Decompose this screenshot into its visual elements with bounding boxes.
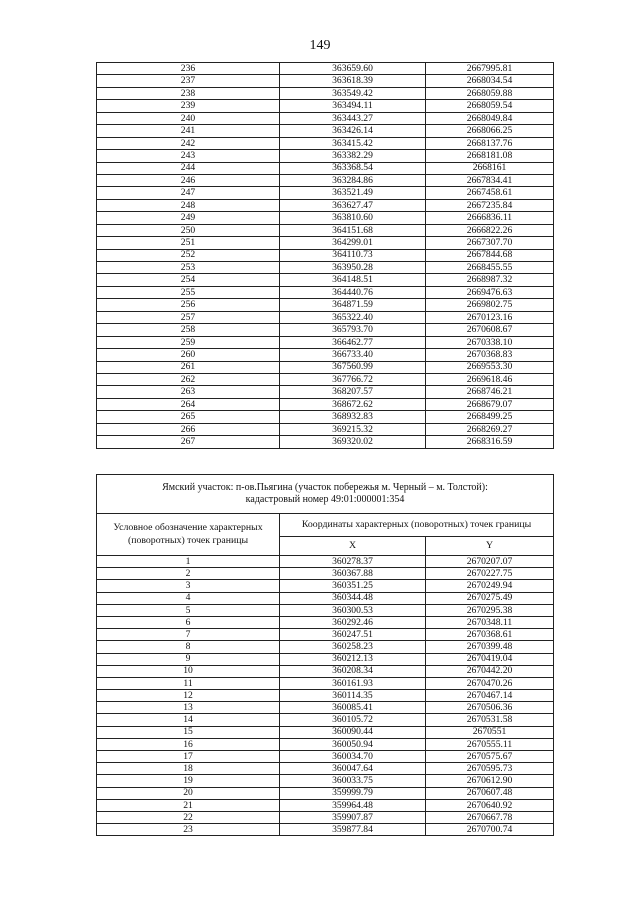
table-row bbox=[97, 349, 554, 361]
coord-x: 360278.37 bbox=[280, 556, 426, 568]
point-number: 263 bbox=[97, 386, 280, 398]
table-row bbox=[97, 665, 554, 677]
table-row bbox=[97, 174, 554, 186]
point-number: 252 bbox=[97, 249, 280, 261]
coord-y: 2667834.41 bbox=[426, 174, 554, 186]
coord-x: 360292.46 bbox=[280, 616, 426, 628]
point-number: 241 bbox=[97, 125, 280, 137]
table-row bbox=[97, 604, 554, 616]
table-row bbox=[97, 75, 554, 87]
coord-x: 363426.14 bbox=[280, 125, 426, 137]
point-number: 236 bbox=[97, 63, 280, 75]
header-x: X bbox=[280, 537, 426, 556]
coord-y: 2668049.84 bbox=[426, 112, 554, 124]
point-number: 253 bbox=[97, 262, 280, 274]
table-row bbox=[97, 162, 554, 174]
coord-y: 2670368.61 bbox=[426, 629, 554, 641]
coord-x: 363618.39 bbox=[280, 75, 426, 87]
coord-y: 2668181.08 bbox=[426, 150, 554, 162]
table-row bbox=[97, 274, 554, 286]
table-row bbox=[97, 386, 554, 398]
table-row bbox=[97, 738, 554, 750]
coord-y: 2670595.73 bbox=[426, 763, 554, 775]
coord-x: 363659.60 bbox=[280, 63, 426, 75]
coord-y: 2666822.26 bbox=[426, 224, 554, 236]
point-number: 247 bbox=[97, 187, 280, 199]
coord-x: 365322.40 bbox=[280, 311, 426, 323]
table-row bbox=[97, 299, 554, 311]
coord-x: 359964.48 bbox=[280, 799, 426, 811]
point-number: 6 bbox=[97, 616, 280, 628]
coord-y: 2670506.36 bbox=[426, 702, 554, 714]
table-row bbox=[97, 361, 554, 373]
coord-y: 2670442.20 bbox=[426, 665, 554, 677]
point-number: 10 bbox=[97, 665, 280, 677]
coord-y: 2668746.21 bbox=[426, 386, 554, 398]
coord-x: 360034.70 bbox=[280, 751, 426, 763]
point-number: 267 bbox=[97, 436, 280, 448]
point-number: 2 bbox=[97, 568, 280, 580]
coord-y: 2670470.26 bbox=[426, 677, 554, 689]
coord-y: 2670531.58 bbox=[426, 714, 554, 726]
table-row bbox=[97, 324, 554, 336]
coord-y: 2670607.48 bbox=[426, 787, 554, 799]
coord-x: 363549.42 bbox=[280, 87, 426, 99]
coord-y: 2668066.25 bbox=[426, 125, 554, 137]
coord-x: 363415.42 bbox=[280, 137, 426, 149]
table-row bbox=[97, 811, 554, 823]
coord-y: 2670249.94 bbox=[426, 580, 554, 592]
table-row bbox=[97, 799, 554, 811]
point-number: 258 bbox=[97, 324, 280, 336]
point-number: 265 bbox=[97, 411, 280, 423]
coord-y: 2667235.84 bbox=[426, 199, 554, 211]
table-row bbox=[97, 556, 554, 568]
coord-x: 360114.35 bbox=[280, 690, 426, 702]
table-row bbox=[97, 702, 554, 714]
point-number: 242 bbox=[97, 137, 280, 149]
coord-x: 360247.51 bbox=[280, 629, 426, 641]
point-number: 8 bbox=[97, 641, 280, 653]
point-number: 15 bbox=[97, 726, 280, 738]
coord-x: 366733.40 bbox=[280, 349, 426, 361]
point-number: 17 bbox=[97, 751, 280, 763]
coord-y: 2668034.54 bbox=[426, 75, 554, 87]
table-row bbox=[97, 714, 554, 726]
coord-x: 359877.84 bbox=[280, 824, 426, 836]
coord-y: 2668059.88 bbox=[426, 87, 554, 99]
header-coordinates: Координаты характерных (поворотных) точек границы bbox=[280, 514, 554, 537]
point-number: 249 bbox=[97, 212, 280, 224]
coord-x: 360208.34 bbox=[280, 665, 426, 677]
coord-x: 364110.73 bbox=[280, 249, 426, 261]
table-row bbox=[97, 150, 554, 162]
table-row bbox=[97, 726, 554, 738]
coord-y: 2670575.67 bbox=[426, 751, 554, 763]
table-row bbox=[97, 641, 554, 653]
table-row bbox=[97, 592, 554, 604]
coord-x: 363810.60 bbox=[280, 212, 426, 224]
coord-x: 363382.29 bbox=[280, 150, 426, 162]
point-number: 13 bbox=[97, 702, 280, 714]
coord-x: 360212.13 bbox=[280, 653, 426, 665]
coord-x: 369320.02 bbox=[280, 436, 426, 448]
point-number: 243 bbox=[97, 150, 280, 162]
coord-x: 360105.72 bbox=[280, 714, 426, 726]
point-number: 12 bbox=[97, 690, 280, 702]
coord-y: 2670368.83 bbox=[426, 349, 554, 361]
coord-x: 364871.59 bbox=[280, 299, 426, 311]
table-row bbox=[97, 616, 554, 628]
table-row bbox=[97, 580, 554, 592]
coord-x: 368672.62 bbox=[280, 398, 426, 410]
table-row bbox=[97, 824, 554, 836]
point-number: 18 bbox=[97, 763, 280, 775]
coord-x: 368207.57 bbox=[280, 386, 426, 398]
coord-x: 360161.93 bbox=[280, 677, 426, 689]
coord-y: 2670227.75 bbox=[426, 568, 554, 580]
table-row bbox=[97, 199, 554, 211]
point-number: 261 bbox=[97, 361, 280, 373]
coord-x: 368932.83 bbox=[280, 411, 426, 423]
table-row bbox=[97, 411, 554, 423]
point-number: 254 bbox=[97, 274, 280, 286]
coord-x: 369215.32 bbox=[280, 423, 426, 435]
point-number: 1 bbox=[97, 556, 280, 568]
coord-x: 366462.77 bbox=[280, 336, 426, 348]
coord-y: 2666836.11 bbox=[426, 212, 554, 224]
table-row bbox=[97, 237, 554, 249]
coord-y: 2670295.38 bbox=[426, 604, 554, 616]
coordinates-table-2 bbox=[96, 474, 554, 836]
table-row bbox=[97, 125, 554, 137]
coord-y: 2670123.16 bbox=[426, 311, 554, 323]
point-number: 16 bbox=[97, 738, 280, 750]
coord-x: 360047.64 bbox=[280, 763, 426, 775]
point-number: 238 bbox=[97, 87, 280, 99]
table-row bbox=[97, 677, 554, 689]
coord-x: 359907.87 bbox=[280, 811, 426, 823]
header-y: Y bbox=[426, 537, 554, 556]
coord-y: 2669618.46 bbox=[426, 373, 554, 385]
table-row bbox=[97, 311, 554, 323]
coord-x: 363627.47 bbox=[280, 199, 426, 211]
coord-y: 2670338.10 bbox=[426, 336, 554, 348]
coord-y: 2667307.70 bbox=[426, 237, 554, 249]
table-row bbox=[97, 763, 554, 775]
point-number: 4 bbox=[97, 592, 280, 604]
table-row bbox=[97, 187, 554, 199]
point-number: 259 bbox=[97, 336, 280, 348]
coord-x: 360344.48 bbox=[280, 592, 426, 604]
point-number: 255 bbox=[97, 286, 280, 298]
coord-y: 2668137.76 bbox=[426, 137, 554, 149]
coord-x: 364148.51 bbox=[280, 274, 426, 286]
coord-x: 363368.54 bbox=[280, 162, 426, 174]
coordinates-table-1 bbox=[96, 62, 554, 449]
coord-y: 2669553.30 bbox=[426, 361, 554, 373]
coord-y: 2668455.55 bbox=[426, 262, 554, 274]
coord-y: 2670399.48 bbox=[426, 641, 554, 653]
point-number: 3 bbox=[97, 580, 280, 592]
coord-y: 2670612.90 bbox=[426, 775, 554, 787]
point-number: 239 bbox=[97, 100, 280, 112]
table-row bbox=[97, 87, 554, 99]
page-number: 149 bbox=[309, 38, 331, 53]
point-number: 248 bbox=[97, 199, 280, 211]
table-row bbox=[97, 436, 554, 448]
coord-y: 2668499.25 bbox=[426, 411, 554, 423]
coord-y: 2669476.63 bbox=[426, 286, 554, 298]
table-row bbox=[97, 629, 554, 641]
table-row bbox=[97, 775, 554, 787]
point-number: 5 bbox=[97, 604, 280, 616]
point-number: 22 bbox=[97, 811, 280, 823]
coord-y: 2667844.68 bbox=[426, 249, 554, 261]
table-row bbox=[97, 286, 554, 298]
coord-y: 2668679.07 bbox=[426, 398, 554, 410]
table-row bbox=[97, 690, 554, 702]
coord-y: 2670700.74 bbox=[426, 824, 554, 836]
coord-y: 2670348.11 bbox=[426, 616, 554, 628]
coord-x: 363494.11 bbox=[280, 100, 426, 112]
table-row bbox=[97, 336, 554, 348]
point-number: 250 bbox=[97, 224, 280, 236]
point-number: 260 bbox=[97, 349, 280, 361]
table-row bbox=[97, 224, 554, 236]
coord-y: 2670275.49 bbox=[426, 592, 554, 604]
table-row bbox=[97, 262, 554, 274]
coord-x: 367560.99 bbox=[280, 361, 426, 373]
point-number: 264 bbox=[97, 398, 280, 410]
coord-x: 359999.79 bbox=[280, 787, 426, 799]
coord-x: 367766.72 bbox=[280, 373, 426, 385]
point-number: 14 bbox=[97, 714, 280, 726]
coord-y: 2670555.11 bbox=[426, 738, 554, 750]
table-row bbox=[97, 100, 554, 112]
point-number: 9 bbox=[97, 653, 280, 665]
coord-y: 2668269.27 bbox=[426, 423, 554, 435]
coord-y: 2668316.59 bbox=[426, 436, 554, 448]
table-row bbox=[97, 398, 554, 410]
table-row bbox=[97, 373, 554, 385]
point-number: 7 bbox=[97, 629, 280, 641]
coord-y: 2670207.07 bbox=[426, 556, 554, 568]
table-row bbox=[97, 423, 554, 435]
point-number: 11 bbox=[97, 677, 280, 689]
coord-x: 363284.86 bbox=[280, 174, 426, 186]
point-number: 20 bbox=[97, 787, 280, 799]
coord-y: 2667458.61 bbox=[426, 187, 554, 199]
table-row bbox=[97, 751, 554, 763]
coord-x: 360300.53 bbox=[280, 604, 426, 616]
coord-y: 2670467.14 bbox=[426, 690, 554, 702]
table-row bbox=[97, 137, 554, 149]
coord-x: 364440.76 bbox=[280, 286, 426, 298]
coord-y: 2670419.04 bbox=[426, 653, 554, 665]
coord-y: 2670667.78 bbox=[426, 811, 554, 823]
header-point-label: Условное обозначение характерных (поворотных) точек границы bbox=[97, 514, 280, 556]
point-number: 19 bbox=[97, 775, 280, 787]
coord-x: 363443.27 bbox=[280, 112, 426, 124]
coord-y: 2668059.54 bbox=[426, 100, 554, 112]
coord-x: 360050.94 bbox=[280, 738, 426, 750]
coord-y: 2668161 bbox=[426, 162, 554, 174]
coord-x: 363950.28 bbox=[280, 262, 426, 274]
point-number: 266 bbox=[97, 423, 280, 435]
coord-x: 364299.01 bbox=[280, 237, 426, 249]
table-row bbox=[97, 63, 554, 75]
coord-x: 360258.23 bbox=[280, 641, 426, 653]
coord-x: 365793.70 bbox=[280, 324, 426, 336]
coord-x: 364151.68 bbox=[280, 224, 426, 236]
point-number: 21 bbox=[97, 799, 280, 811]
coord-x: 360033.75 bbox=[280, 775, 426, 787]
table-row bbox=[97, 249, 554, 261]
point-number: 257 bbox=[97, 311, 280, 323]
table-row bbox=[97, 212, 554, 224]
coord-x: 360085.41 bbox=[280, 702, 426, 714]
coord-y: 2669802.75 bbox=[426, 299, 554, 311]
coord-x: 360090.44 bbox=[280, 726, 426, 738]
coord-x: 360367.88 bbox=[280, 568, 426, 580]
point-number: 262 bbox=[97, 373, 280, 385]
coord-y: 2667995.81 bbox=[426, 63, 554, 75]
point-number: 237 bbox=[97, 75, 280, 87]
point-number: 251 bbox=[97, 237, 280, 249]
table-row bbox=[97, 112, 554, 124]
point-number: 244 bbox=[97, 162, 280, 174]
coord-x: 363521.49 bbox=[280, 187, 426, 199]
point-number: 23 bbox=[97, 824, 280, 836]
table-title: Ямский участок: п-ов.Пьягина (участок побережья м. Черный – м. Толстой): кадастровый номер 49:01:000001:354 bbox=[97, 475, 554, 514]
table-row bbox=[97, 568, 554, 580]
coord-y: 2668987.32 bbox=[426, 274, 554, 286]
coord-y: 2670551 bbox=[426, 726, 554, 738]
coord-y: 2670608.67 bbox=[426, 324, 554, 336]
coord-y: 2670640.92 bbox=[426, 799, 554, 811]
point-number: 240 bbox=[97, 112, 280, 124]
coord-x: 360351.25 bbox=[280, 580, 426, 592]
point-number: 256 bbox=[97, 299, 280, 311]
point-number: 246 bbox=[97, 174, 280, 186]
table-row bbox=[97, 787, 554, 799]
table-row bbox=[97, 653, 554, 665]
